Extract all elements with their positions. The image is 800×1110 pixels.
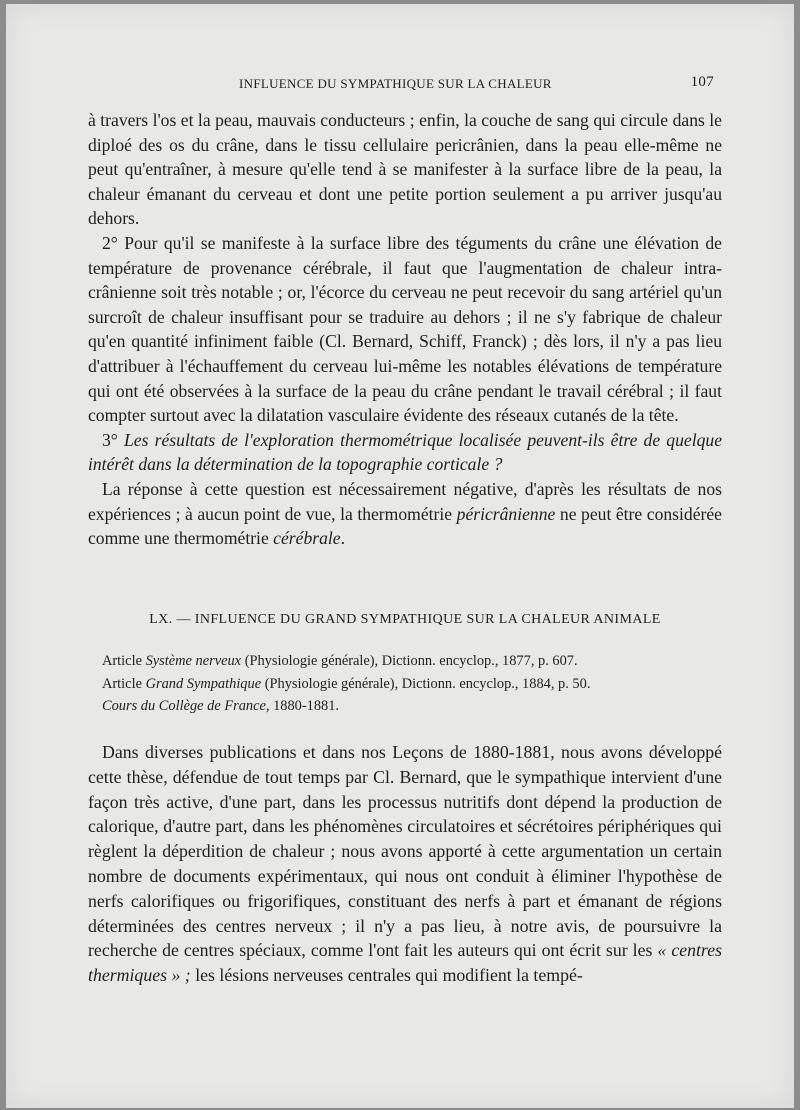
answer-text-end: . bbox=[340, 528, 345, 549]
running-header bbox=[94, 72, 714, 94]
text-block-top bbox=[88, 108, 722, 551]
paragraph-point-3 bbox=[88, 428, 722, 477]
answer-text-mid: ne peut être considérée comme une thermométrie bbox=[88, 503, 722, 549]
paragraph-answer bbox=[88, 477, 722, 551]
answer-text-start: La réponse à cette question est nécessairement négative, d'après les résultats de nos expériences ; à aucun point de vue, la thermométrie bbox=[88, 478, 722, 524]
reference-title: Système nerveux bbox=[145, 653, 242, 669]
body-text-end: les lésions nerveuses centrales qui modifient la tempé- bbox=[195, 965, 583, 986]
section-heading: LX. — INFLUENCE DU GRAND SYMPATHIQUE SUR LA CHALEUR ANIMALE bbox=[149, 612, 661, 627]
reference-item bbox=[102, 695, 590, 718]
reference-item bbox=[102, 673, 590, 696]
reference-title: Cours du Collège de France bbox=[102, 698, 266, 714]
text-block-bottom bbox=[88, 740, 722, 988]
reference-item bbox=[102, 650, 590, 673]
answer-italic-cerebrale: cérébrale bbox=[273, 528, 341, 549]
references-list bbox=[102, 650, 590, 718]
reference-details: (Physiologie générale), Dictionn. encyclop., 1877, p. 607. bbox=[244, 653, 578, 669]
body-italic-quote: « centres thermiques » ; bbox=[88, 940, 723, 986]
paragraph-continuation: à travers l'os et la peau, mauvais conducteurs ; enfin, la couche de sang qui circule dans le diploé des os du crâne, dans le tissu cellulaire pericrânien, dans la peau elle-même ne peut qu'entraîner, à mesure qu'elle tend à se manifester à la surface libre de la peau, la chaleur émanant du cerveau et dont une petite portion seulement a pu arriver jusqu'au dehors. bbox=[88, 110, 722, 229]
header-title: INFLUENCE DU SYMPATHIQUE SUR LA CHALEUR bbox=[239, 76, 552, 91]
reference-details: , 1880-1881. bbox=[265, 698, 340, 714]
body-text: Dans diverses publications et dans nos Leçons de 1880-1881, nous avons développé cette thèse, défendue de tout temps par Cl. Bernard, que le sympathique intervient d'une façon très active, d'une part, dans les processus nutritifs dont dépend la production de calorique, d'autre part, dans les phénomènes circulatoires et sécrétoires périphériques qui règlent la déperdition de chaleur ; nous avons apporté à cette argumentation un certain nombre de documents expérimentaux, qui nous ont conduit à éliminer l'hypothèse de nerfs calorifiques ou frigorifiques, constituant des nerfs à part et émanant de régions déterminées des centres nerveux ; il n'y a pas lieu, à notre avis, de poursuivre la recherche de centres spéciaux, comme l'ont fait les auteurs qui ont écrit sur les bbox=[88, 742, 722, 961]
reference-details: (Physiologie générale), Dictionn. encyclop., 1884, p. 50. bbox=[264, 675, 591, 692]
reference-prefix: Article bbox=[102, 653, 142, 669]
paragraph-point-2: 2° Pour qu'il se manifeste à la surface libre des téguments du crâne une élévation de température de provenance cérébrale, il faut que l'augmentation de chaleur intra-crânienne soit très notable ; or, l'écorce du cerveau ne peut recevoir du sang artériel qu'un surcroît de chaleur insuffisant pour se traduire au dehors ; il ne s'y fabrique de chaleur qu'en quantité infiniment faible (Cl. Bernard, Schiff, Franck) ; dès lors, il n'y a pas lieu d'attribuer à l'échauffement du cerveau lui-même les notables élévations de température qui ont été observées à la surface de la peau du crâne pendant le travail cérébral ; il faut compter surtout avec la dilatation vasculaire évidente des réseaux cutanés de la tête. bbox=[88, 232, 722, 426]
body-paragraph bbox=[88, 740, 722, 988]
point-3-number: 3° bbox=[102, 429, 118, 450]
point-3-question: Les résultats de l'exploration thermométrique localisée peuvent-ils être de quelque intérêt dans la détermination de la topographie corticale ? bbox=[88, 429, 722, 475]
reference-prefix: Article bbox=[102, 675, 142, 692]
page-number: 107 bbox=[690, 74, 714, 90]
reference-title: Grand Sympathique bbox=[145, 675, 262, 692]
answer-italic-pericranienne: péricrânienne bbox=[456, 503, 556, 524]
